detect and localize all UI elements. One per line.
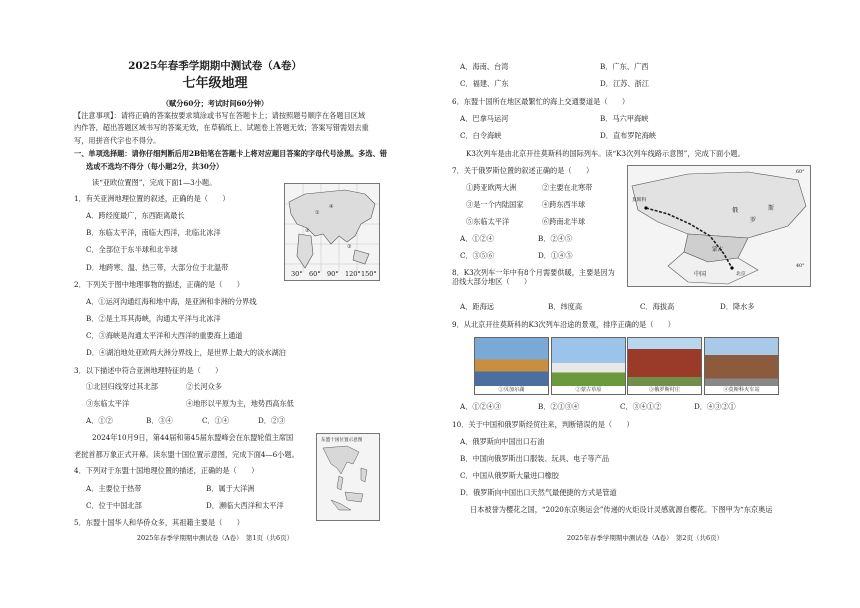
map3-label-mongolia: 蒙古 (712, 247, 724, 253)
q3-stem: 3．以下描述中符合亚洲地理特征的是（ ） (74, 366, 223, 375)
q1-option-b: B．东临太平洋，南临大西洋，北临北冰洋 (86, 228, 221, 237)
q5-stem: 5．东盟十国华人和华侨众多，其祖籍主要是（ ） (74, 518, 244, 527)
section-heading-2: 选或不选均不得分（每小题2分，共30分） (86, 162, 224, 171)
q5-option-b: B．广东、广西 (600, 62, 649, 71)
photo-caption-1: ①贝加尔湖 (475, 386, 548, 394)
reading-k3: K3次列车是由北京开往莫斯科的国际列车。读“K3次列车线路示意图”，完成下面小题。 (466, 149, 745, 158)
q10-option-a: A．俄罗斯向中国出口石油 (460, 437, 545, 446)
q8-option-b: B．纬度高 (548, 302, 583, 311)
q4-option-d: D．濒临大西洋和太平洋 (206, 501, 284, 510)
q3-option-d: D．②③ (258, 416, 286, 425)
q6-option-b: B．马六甲海峡 (600, 114, 649, 123)
map3-tick-40: 40° (796, 264, 805, 269)
section-heading: 一、单项选择题：请你仔细判断后用2B铅笔在答题卡上将对应题目答案的字母代号涂黑。多选、错 (74, 149, 387, 158)
q9-option-c: C．③④①② (620, 402, 662, 411)
q2-option-b: B．②是土耳其海峡，沟通太平洋与北冰洋 (86, 314, 221, 323)
map3-label-e: 俄 (732, 207, 739, 214)
q3-option-c: C．①④ (202, 416, 230, 425)
map1-tick-1: 30° (291, 270, 303, 278)
q10-option-b: B．中国向俄罗斯出口服装、玩具、电子等产品 (460, 454, 610, 463)
q4-option-b: B．属于大洋洲 (206, 484, 255, 493)
exam-title: 2025年春季学期期中测试卷（A卷） (128, 60, 302, 72)
q7-item-4: ④跨东西半球 (542, 200, 586, 209)
notice-line-1: 【注意事项】：请将正确的答案按要求填涂或书写在答题卡上；请按照题号顺序在各题目区域 (74, 111, 366, 120)
q2-option-d: D．④湖泊地处亚欧两大洲分界线上，是世界上最大的淡水湖泊 (86, 348, 286, 357)
footer-page-1: 2025年春季学期期中测试卷（A卷） 第1页（共6页） (136, 534, 294, 542)
q7-stem: 7．关于俄罗斯位置的叙述正确的是（ ） (452, 166, 594, 175)
photo-baikal (474, 337, 549, 395)
map1-tick-4: 120° (345, 270, 361, 278)
map1-tick-2: 60° (309, 270, 321, 278)
q3-option-b: B．③④ (146, 416, 173, 425)
q3-item-4: ④地形以平原为主，地势西高东低 (186, 399, 294, 408)
q7-option-b: B．②④⑤ (538, 234, 573, 243)
subject-title: 七年级地理 (182, 76, 248, 91)
q4-stem: 4．下列对于东盟十国地理位置的描述，正确的是（ ） (74, 466, 259, 475)
q6-option-c: C．白令海峡 (460, 131, 502, 140)
asia-europe-map (284, 183, 380, 281)
q2-option-a: A．①运河沟通红海和地中海，是亚洲和非洲的分界线 (86, 297, 257, 306)
svg-text:④: ④ (329, 204, 334, 210)
q4-option-a: A．主要位于热带 (86, 484, 142, 493)
q6-stem: 6．东盟十国所在地区最繁忙的海上交通要道是（ ） (452, 97, 630, 106)
reading-japan: 日本被誉为樱花之国，“2020东京奥运会”传递的火炬设计灵感就源自樱花。下图甲为“东京奥运 (470, 505, 773, 514)
q1-stem: 1．有关亚洲地理位置的叙述，正确的是（ ） (74, 194, 230, 203)
q7-item-2: ②主要在北寒带 (542, 183, 593, 192)
q4-option-c: C．位于中国北部 (86, 501, 142, 510)
q7-option-a: A．①②④ (460, 234, 494, 243)
q2-stem: 2．下列关于图中地理事物的描述，正确的是（ ） (74, 280, 244, 289)
map3-label-si: 斯 (768, 205, 775, 212)
q7-item-6: ⑥跨南北半球 (542, 217, 586, 226)
q3-item-1: ①北回归线穿过其北部 (86, 382, 158, 391)
k3-route-map (627, 165, 811, 287)
map3-label-luo: 罗 (750, 217, 757, 224)
q7-item-3: ③是一个内陆国家 (466, 200, 524, 209)
photo-moscow-station (704, 337, 779, 395)
svg-text:③: ③ (347, 244, 352, 250)
q3-item-2: ②长河众多 (186, 382, 222, 391)
map1-tick-3: 90° (327, 270, 339, 278)
photo-russian-village (627, 337, 702, 395)
q8-option-a: A．距海远 (460, 302, 494, 311)
q10-stem: 10．关于中国和俄罗斯经贸往来，判断错误的是（ ） (452, 420, 634, 429)
map3-label-beijing: 北京 (736, 272, 746, 277)
q7-option-d: D．①④⑤ (538, 251, 573, 260)
q8-stem: 8．K3次列车一年中有8个月需要供暖，主要是因为沿线大部分地区（ ） (452, 268, 615, 286)
q8-option-c: C．海拔高 (640, 302, 675, 311)
page-2 (430, 0, 860, 608)
footer-page-2: 2025年春季学期期中测试卷（A卷） 第2页（共6页） (566, 534, 724, 542)
svg-text:①: ① (315, 210, 320, 216)
map3-label-china: 中国 (694, 271, 707, 278)
notice-line-2: 内作答，超出答题区域书写的答案无效，在草稿纸上、试题卷上答题无效；答案写错需划去重 (74, 123, 369, 132)
q1-option-c: C．全部位于东半球和北半球 (86, 245, 178, 254)
reading-asean-1: 2024年10月9日，第44届和第45届东盟峰会在东盟轮值主席国 (92, 433, 294, 442)
q9-stem: 9．从北京开往莫斯科的K3次列车沿途的景观，排序正确的是（ ） (452, 320, 675, 329)
photo-caption-2: ②蒙古草原 (552, 386, 625, 394)
q1-option-a: A．跨经度最广，东西距离最长 (86, 211, 185, 220)
q5-option-a: A．海南、台湾 (460, 62, 509, 71)
photo-caption-4: ④莫斯科火车站 (705, 386, 778, 394)
map3-label-moscow: 莫斯科 (632, 198, 647, 203)
q9-option-b: B．②①③④ (538, 402, 580, 411)
notice-line-3: 写，用拼音代字也不得分。 (74, 136, 161, 145)
map1-tick-5: 150° (361, 270, 377, 278)
q7-option-c: C．③⑤⑥ (460, 251, 495, 260)
reading-asean-2: 老挝首都万象正式开幕。读东盟十国位置示意图，完成下面4—6小题。 (74, 450, 299, 459)
q8-option-d: D．降水多 (720, 302, 755, 311)
q10-option-d: D．俄罗斯向中国出口天然气最便捷的方式是管道 (460, 488, 617, 497)
q2-option-c: C．③海峡是沟通太平洋和大西洋的重要海上通道 (86, 331, 243, 340)
q10-option-c: C．中国从俄罗斯大量进口橡胶 (460, 471, 559, 480)
q6-option-a: A．巴拿马运河 (460, 114, 509, 123)
q7-item-5: ⑤东临太平洋 (466, 217, 510, 226)
photo-caption-3: ③俄罗斯村庄 (628, 386, 701, 394)
asean-map (316, 433, 380, 521)
photo-mongolia (551, 337, 626, 395)
q7-item-1: ①跨亚欧两大洲 (466, 183, 517, 192)
map3-tick-60: 60° (796, 170, 805, 175)
q3-item-3: ③东临太平洋 (86, 399, 130, 408)
asean-map-title: 东盟十国位置示意图 (321, 438, 363, 443)
q5-option-c: C．福建、广东 (460, 79, 509, 88)
q6-option-d: D．直布罗陀海峡 (600, 131, 657, 140)
svg-text:②: ② (305, 228, 310, 234)
reading-instruction: 读“亚欧位置图”，完成下面1—3小题。 (92, 178, 217, 187)
q9-option-d: D．④③②① (694, 402, 736, 411)
exam-meta: （赋分60分；考试时间60分钟） (161, 99, 269, 108)
q5-option-d: D．江苏、浙江 (600, 79, 649, 88)
q3-option-a: A．①② (86, 416, 113, 425)
q9-option-a: A．①②④③ (460, 402, 502, 411)
q1-option-d: D．地跨寒、温、热三带，大部分位于北温带 (86, 263, 229, 272)
